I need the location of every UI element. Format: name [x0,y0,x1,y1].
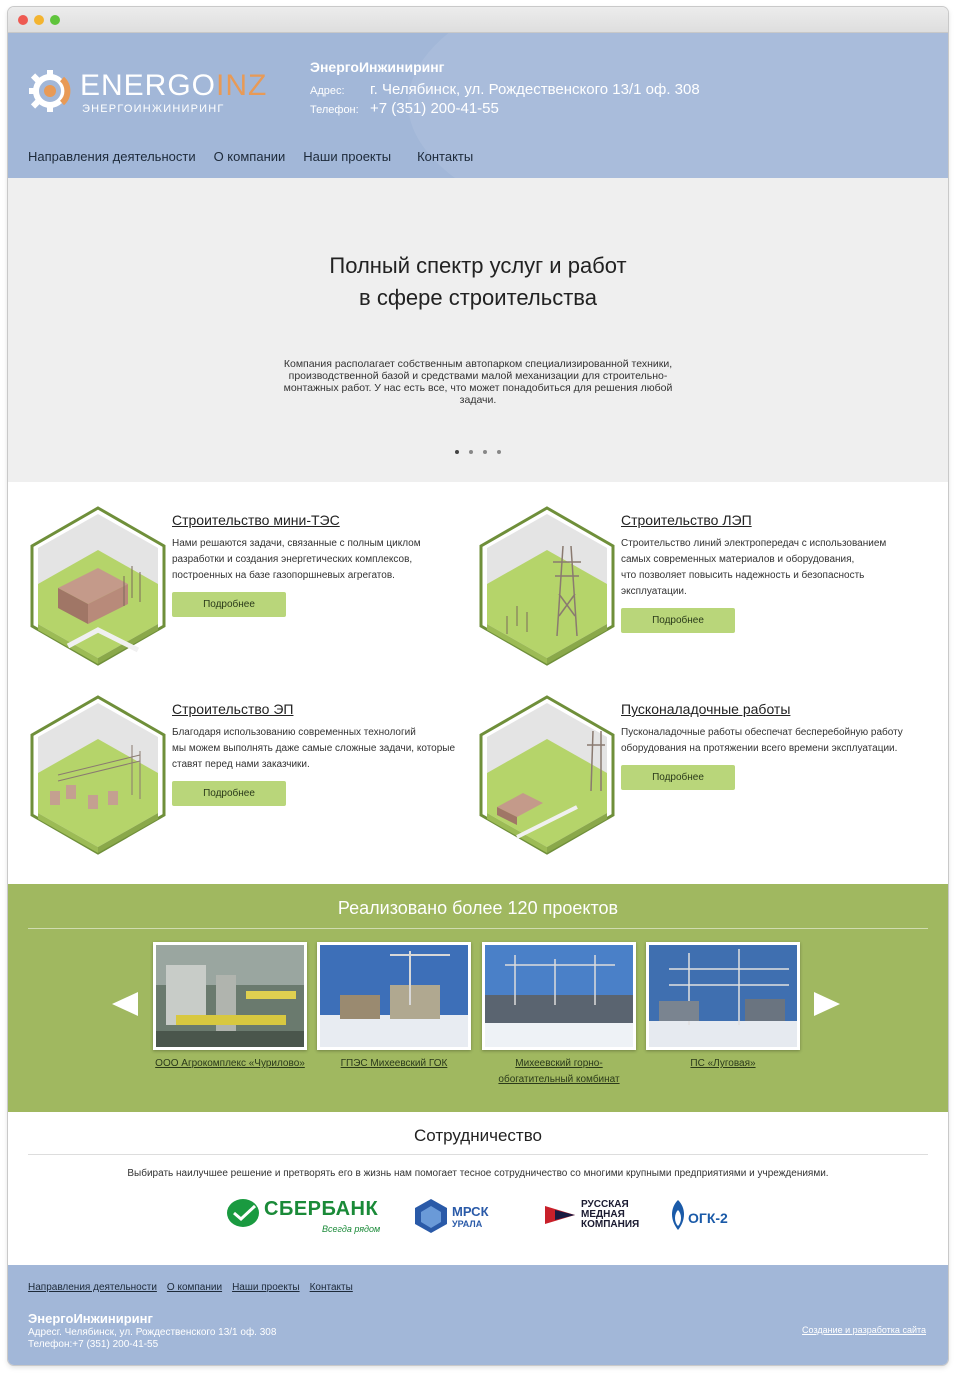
cooperation-title: Сотрудничество [413,1126,543,1145]
service-title[interactable]: Пусконаладочные работы [621,701,791,717]
footer-link-projects[interactable]: Наши проекты [232,1282,300,1293]
slider-dot[interactable] [455,450,459,454]
hero-text: Компания располагает собственным автопарком специализированной техники, производственной базой и средствами малой механизации для строительно-монтажных работ. У нас есть все, что может понадобиться для решения любой задачи. [283,358,673,406]
service-card [457,695,903,855]
minimize-window-icon[interactable] [34,15,44,25]
service-description: Пусконаладочные работы обеспечат бесперебойную работу оборудования на протяжении всего времени эксплуатации. [621,727,903,754]
service-card [8,695,456,855]
service-card [8,506,448,666]
mini-tes-illustration-icon [28,506,168,666]
site-header [8,33,948,178]
service-title[interactable]: Строительство ЛЭП [621,512,752,528]
footer-company-name: ЭнергоИнжиниринг [28,1311,153,1326]
service-description: Строительство линий электропередач с использованием самых современных материалов и оборудования, что позволяет повысить надежность и безопасность эксплуатации. [621,538,887,597]
nav-link-projects[interactable]: Наши проекты [303,149,392,164]
nav-link-directions[interactable]: Направления деятельности [28,149,196,164]
service-description: Благодаря использованию современных технологий мы можем выполнять даже самые сложные задачи, которые ставят перед нами заказчики. [172,727,456,770]
address-value: г. Челябинск, ул. Рождественского 13/1 оф. 308 [370,81,700,98]
project-caption[interactable]: ГПЭС Михеевский ГОК [340,1058,448,1069]
site-footer [8,1265,948,1365]
logo-subtitle: ЭНЕРГОИНЖИНИРИНГ [82,103,225,115]
projects-section [8,884,948,1112]
project-card[interactable] [646,942,800,1072]
hero-slider [8,178,948,482]
power-supply-illustration-icon [28,695,168,855]
footer-contacts: Адресг. Челябинск, ул. Рождественского 13/1 оф. 308 Телефон:+7 (351) 200-41-55 [28,1327,277,1350]
logo-wordmark: ENERGOINZ [80,69,268,102]
partner-logo-mrsk[interactable] [414,1196,514,1238]
project-photo[interactable] [646,942,800,1050]
main-nav [28,149,491,164]
cooperation-divider [28,1154,928,1155]
mrsk-logo-icon [414,1198,448,1234]
company-name: ЭнергоИнжиниринг [310,59,445,75]
projects-title: Реализовано более 120 проектов [337,898,619,918]
project-photo[interactable] [317,942,471,1050]
nav-link-about[interactable]: О компании [213,149,286,164]
footer-nav [28,1282,363,1293]
maximize-window-icon[interactable] [50,15,60,25]
sberbank-slogan: Всегда рядом [322,1224,381,1234]
sberbank-name: СБЕРБАНК [264,1198,379,1220]
slider-dot[interactable] [497,450,501,454]
phone-value[interactable]: +7 (351) 200-41-55 [370,100,499,117]
project-photo[interactable] [153,942,307,1050]
rmk-logo-icon [543,1198,577,1232]
partner-logo-sberbank[interactable] [226,1196,386,1238]
address-label: Адрес: [310,85,345,97]
service-description: Нами решаются задачи, связанные с полным циклом разработки и создания энергетических комплексов, построенных на базе газопоршневых агрегатов. [172,538,421,581]
footer-link-about[interactable]: О компании [166,1282,223,1293]
project-caption[interactable]: ООО Агрокомплекс «Чурилово» [155,1058,305,1069]
slider-dot[interactable] [483,450,487,454]
more-button[interactable]: Подробнее [172,592,286,617]
slider-dot[interactable] [469,450,473,454]
projects-divider [28,928,928,929]
project-card[interactable] [153,942,307,1072]
gazprom-flame-icon [668,1198,688,1232]
sberbank-logo-icon [226,1198,260,1228]
carousel-next-arrow-icon[interactable] [814,992,840,1016]
partner-logo-rmk[interactable] [543,1196,643,1238]
more-button[interactable]: Подробнее [621,608,735,633]
phone-label: Телефон: [310,104,359,116]
service-title[interactable]: Строительство ЭП [172,701,294,717]
power-line-illustration-icon [477,506,617,666]
hero-title: Полный спектр услуг и работ в сфере строительства [329,253,627,310]
gear-logo-icon [28,69,72,113]
project-caption[interactable]: Михеевский горно- обогатительный комбинат [498,1058,620,1085]
project-card[interactable] [482,942,636,1088]
cooperation-section [8,1112,948,1262]
footer-link-directions[interactable]: Направления деятельности [28,1282,157,1293]
close-window-icon[interactable] [18,15,28,25]
company-contacts [310,59,700,119]
rmk-name: РУССКАЯ МЕДНАЯ КОМПАНИЯ [581,1199,640,1230]
browser-window [8,7,948,1365]
carousel-prev-arrow-icon[interactable] [112,992,138,1016]
more-button[interactable]: Подробнее [621,765,735,790]
slider-pagination [8,450,948,454]
service-title[interactable]: Строительство мини-ТЭС [172,512,340,528]
mrsk-name: МРСК УРАЛА [452,1204,489,1229]
more-button[interactable]: Подробнее [172,781,286,806]
site-logo[interactable] [28,69,268,125]
commissioning-illustration-icon [477,695,617,855]
partner-logo-ogk2[interactable] [668,1196,738,1238]
nav-link-contacts[interactable]: Контакты [417,149,474,164]
footer-link-contacts[interactable]: Контакты [309,1282,353,1293]
services-section [8,482,948,884]
project-caption[interactable]: ПС «Луговая» [690,1058,756,1069]
ogk2-name: ОГК-2 [688,1210,728,1226]
site-credit-link[interactable]: Создание и разработка сайта [802,1325,926,1335]
project-card[interactable] [317,942,471,1072]
project-photo[interactable] [482,942,636,1050]
cooperation-text: Выбирать наилучшее решение и претворять его в жизнь нам помогает тесное сотрудничество со многими крупными предприятиями и учреждениями. [127,1168,829,1179]
service-card [457,506,897,666]
window-titlebar [8,7,948,33]
